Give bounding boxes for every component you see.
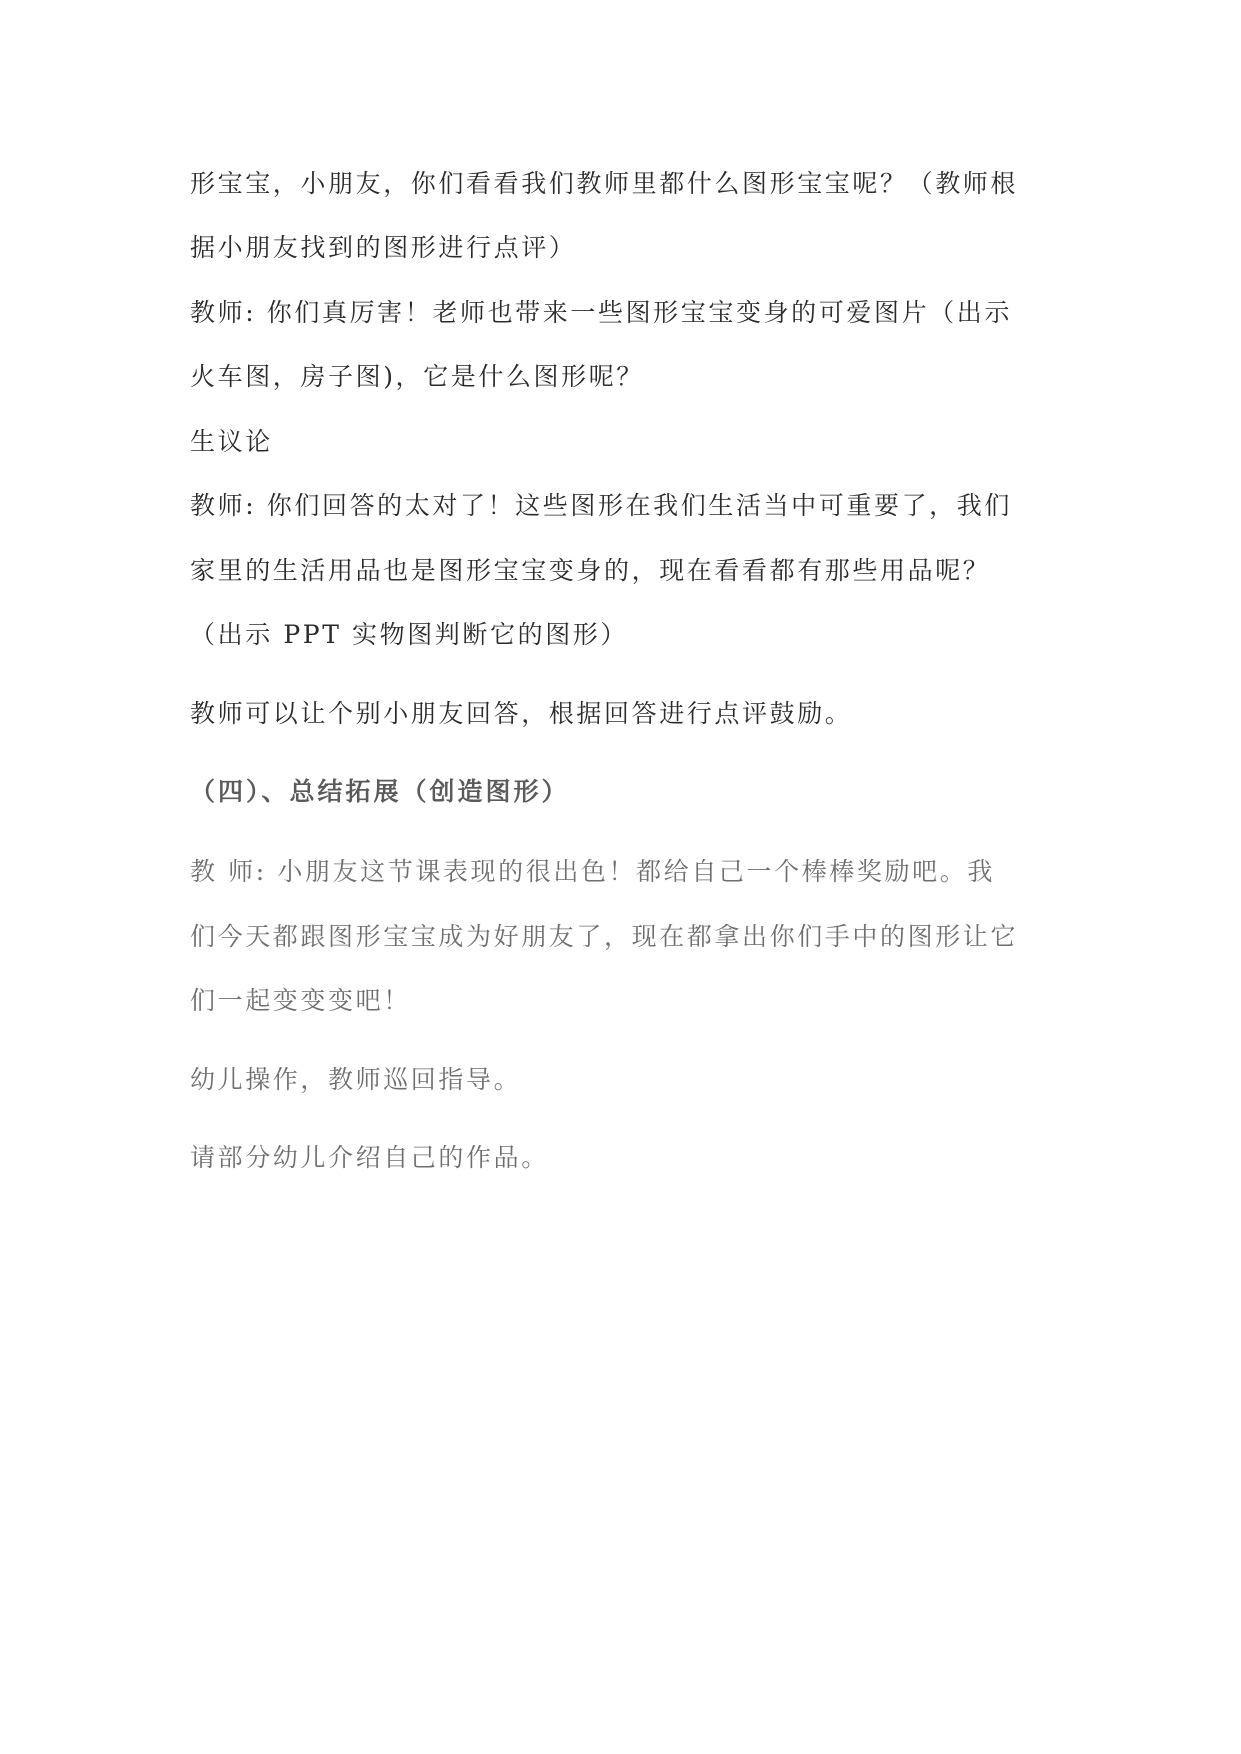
paragraph-line: 教师: 你们回答的太对了！这些图形在我们生活当中可重要了，我们 xyxy=(190,491,1012,520)
paragraph-line: 们一起变变变吧！ xyxy=(190,986,411,1015)
paragraph-line: 们今天都跟图形宝宝成为好朋友了，现在都拿出你们手中的图形让它 xyxy=(190,922,1019,951)
paragraph-line: 家里的生活用品也是图形宝宝变身的，现在看看都有那些用品呢？ xyxy=(190,556,991,585)
paragraph-line: 生议论 xyxy=(190,427,273,456)
paragraph-line: 据小朋友找到的图形进行点评） xyxy=(190,233,577,262)
paragraph-line: 教师: 你们真厉害！老师也带来一些图形宝宝变身的可爱图片（出示 xyxy=(190,298,1012,327)
paragraph-line: 幼儿操作，教师巡回指导。 xyxy=(190,1065,522,1094)
section-heading: （四）、总结拓展（创造图形） xyxy=(190,777,570,806)
paragraph-line: 教师可以让个别小朋友回答，根据回答进行点评鼓励。 xyxy=(190,699,853,728)
paragraph-line: 教 师: 小朋友这节课表现的很出色！都给自己一个棒棒奖励吧。我 xyxy=(190,857,995,886)
paragraph-line: （出示 PPT 实物图判断它的图形） xyxy=(190,620,629,649)
paragraph-line: 火车图，房子图)，它是什么图形呢？ xyxy=(190,362,644,391)
paragraph-line: 形宝宝，小朋友，你们看看我们教师里都什么图形宝宝呢？（教师根 xyxy=(190,169,1019,198)
paragraph-line: 请部分幼儿介绍自己的作品。 xyxy=(190,1143,549,1172)
